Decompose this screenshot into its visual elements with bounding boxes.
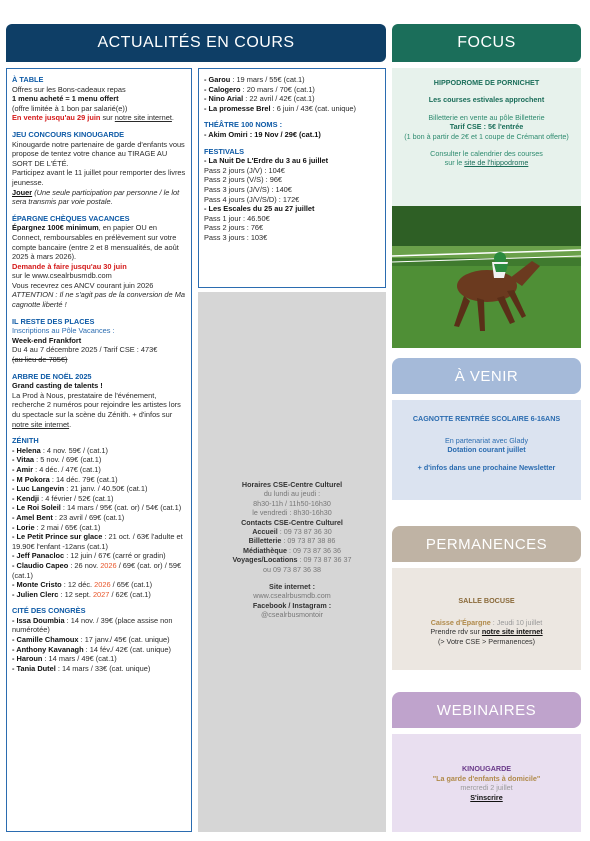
list-item: - Monte Cristo : 12 déc. 2026 / 65€ (cat.1) [12,580,153,590]
focus-subtitle: Les courses estivales approchent [428,95,545,105]
perm-line: Prendre rdv sur notre site internet [430,627,543,637]
actualites-header: ACTUALITÉS EN COURS [6,24,386,62]
actualites-column-left [6,68,192,832]
list-item: - Calogero : 20 mars / 70€ (cat.1) [204,84,315,94]
epargne-text: Épargnez 100€ minimum, en papier OU en Connect, remboursables en prélèvement sur votre compte bancaire (entre 2 et 8 mensualités, de août 2025 à mars 2026). [12,223,179,262]
epargne-warning: ATTENTION : Il ne s'agit pas de la conversion de Ma cagnotte liberté ! [12,290,185,310]
site-link[interactable]: notre site internet [12,419,70,429]
a-table-title: À TABLE [12,75,44,84]
epargne-text: sur le www.csealrbusmdb.com [12,271,112,281]
avenir-line: + d'infos dans une prochaine Newsletter [417,462,556,472]
focus-line: Billetterie en vente au pôle Billetterie [428,112,545,122]
permanences-box [392,568,581,670]
info-line: Médiathèque : 09 73 87 36 36 [243,545,341,555]
a-table-line: (offre limitée à 1 bon par salarié(e)) [12,103,128,113]
site-link[interactable]: notre site internet [114,113,172,123]
list-item: - Garou : 19 mars / 55€ (cat.1) [204,75,305,84]
social-handle[interactable]: @csealrbusmontoir [260,610,324,620]
congres-title: CITÉ DES CONGRÈS [12,606,86,616]
list-item: Pass 2 jours (V/S) : 96€ [204,175,283,185]
list-item: - Le Petit Prince sur glace : 21 oct. / 63€ l'adulte et 19.90€ l'enfant -12ans (cat.1) [12,532,183,551]
a-table-line: Offres sur les Bons-cadeaux repas [12,84,126,94]
list-item: Pass 3 jours (J/V/S) : 140€ [204,184,292,194]
info-heading: Contacts CSE-Centre Culturel [241,517,343,527]
list-item: Pass 2 jours (J/V) : 104€ [204,165,285,175]
jouer-link[interactable]: Jouer [12,187,33,197]
epargne-deadline: Demande à faire jusqu'au 30 juin [12,261,127,271]
focus-title: HIPPODROME DE PORNICHET [433,78,540,87]
info-line: 8h30-11h / 11h50-16h30 [253,498,331,508]
list-item: - Claudio Capeo : 26 nov. 2026 / 69€ (cat. or) / 59€ (cat.1) [12,560,182,580]
list-item: - Julien Clerc : 12 sept. 2027 / 62€ (cat.1) [12,589,151,599]
info-line: du lundi au jeudi : [263,489,321,499]
theatre-title: THÉÂTRE 100 NOMS : [204,120,283,130]
places-title: IL RESTE DES PLACES [12,316,95,326]
list-item: - Issa Doumbia : 14 nov. / 39€ (place assise non numérotée) [12,615,173,635]
list-item: Pass 2 jours : 76€ [204,223,264,233]
focus-line: Tarif CSE : 5€ l'entrée [449,122,524,132]
avenir-box [392,400,581,500]
noel-text: Grand casting de talents ! [12,381,103,391]
erdre-list [204,166,380,204]
website-link[interactable]: www.csealrbusmdb.com [253,591,331,601]
list-item: - Les Escales du 25 au 27 juillet [204,204,315,214]
places-text: Inscriptions au Pôle Vacances : [12,326,115,336]
kinougarde-title: JEU CONCOURS KINOUGARDE [12,129,125,139]
web-title: KINOUGARDE [461,764,512,773]
focus-box [392,68,581,208]
noel-title: ARBRE DE NOËL 2025 [12,371,92,381]
list-item: Pass 4 jours (J/V/S/D) : 172€ [204,194,300,204]
places-old-price: (au lieu de 785€) [12,355,68,365]
permanences-header: PERMANENCES [392,526,581,562]
webinaires-header: WEBINAIRES [392,692,581,728]
list-item: - Vitaa : 5 nov. / 69€ (cat.1) [12,455,102,465]
avenir-line: Dotation courant juillet [447,445,526,455]
list-item: - Kendji : 4 février / 52€ (cat.1) [12,493,114,503]
list-item: - La Nuit De L'Erdre du 3 au 6 juillet [204,156,329,166]
places-text: Week-end Frankfort [12,335,82,345]
info-panel [198,480,386,620]
perm-line: Caisse d'Épargne : Jeudi 10 juillet [430,617,543,627]
list-item: Pass 3 jours : 103€ [204,232,268,242]
site-link[interactable]: notre site internet [481,627,543,637]
info-line: Billetterie : 09 73 87 38 86 [248,536,336,546]
focus-line: (1 bon à partir de 2€ et 1 coupe de Crémant offerte) [404,131,569,141]
noel-text: La Prod à Nous, prestataire de l'événement, recherche 2 numéros pour rejoindre les artistes lors du spectacle sur la scène du Zénith. + d'infos sur notre site internet. [12,390,181,429]
focus-line: sur le site de l'hippodrome [444,158,529,168]
focus-line: Consulter le calendrier des courses [430,149,543,159]
hippodrome-link[interactable]: site de l'hippodrome [464,158,529,168]
actualites-column-right [198,68,386,288]
festivals-title: FESTIVALS [204,146,245,156]
epargne-title: ÉPARGNE CHÈQUES VACANCES [12,213,130,223]
places-text: Du 4 au 7 décembre 2025 / Tarif CSE : 473€ [12,345,158,355]
list-item: - Luc Langevin : 21 janv. / 40.50€ (cat.1) [12,484,148,494]
focus-header: FOCUS [392,24,581,62]
a-table-offer: 1 menu acheté = 1 menu offert [12,94,119,104]
avenir-line: En partenariat avec Glady [444,435,529,445]
webinaires-box [392,734,581,832]
info-line: Voyages/Locations : 09 73 87 36 37 [232,555,352,565]
web-line: "La garde d'enfants à domicile" [432,773,541,783]
list-item: Pass 1 jour : 46.50€ [204,213,270,223]
congres-list [12,616,186,674]
list-item: - Lorie : 2 mai / 65€ (cat.1) [12,522,101,532]
info-line: ou 09 73 87 36 38 [263,564,321,574]
avenir-header: À VENIR [392,358,581,394]
list-item: - Amel Bent : 23 avril / 69€ (cat.1) [12,512,125,522]
register-link[interactable]: S'inscrire [470,792,503,802]
list-item: - La promesse Brel : 6 juin / 43€ (cat. unique) [204,103,357,113]
escales-list [204,214,380,243]
list-item: - Helena : 4 nov. 59€ / (cat.1) [12,445,108,455]
info-heading: Facebook / Instagram : [252,600,332,610]
list-item: - Amir : 4 déc. / 47€ (cat.1) [12,464,101,474]
info-line: le vendredi : 8h30-16h30 [252,508,332,518]
zenith-title: ZÉNITH [12,436,39,446]
info-line: Accueil : 09 73 87 36 30 [252,527,332,537]
zenith-list [12,446,186,561]
avenir-title: CAGNOTTE RENTRÉE SCOLAIRE 6-16ANS [412,414,561,423]
kinougarde-play: Jouer (Une seule participation par personne / le lot sera transmis par voie postale. [12,187,180,207]
web-line: mercredi 2 juillet [460,783,513,793]
list-item: - Jeff Panacloc : 12 juin / 67€ (carré or gradin) [12,551,166,561]
list-item: - Tania Dutel : 14 mars / 33€ (cat. unique) [12,663,151,673]
list-item: - M Pokora : 14 déc. 79€ (cat.1) [12,474,118,484]
list-item: - Haroun : 14 mars / 49€ (cat.1) [12,654,117,664]
epargne-text: Vous recevrez ces ANCV courant juin 2026 [12,280,154,290]
list-item: - Akim Omiri : 19 Nov / 29€ (cat.1) [204,129,321,139]
a-table-sale: En vente jusqu'au 29 juin sur notre site internet. [12,113,174,123]
info-heading: Horaires CSE-Centre Culturel [241,480,343,489]
perm-title: SALLE BOCUSE [458,596,515,605]
kinougarde-text: Kinougarde notre partenaire de garde d'enfants vous propose de tentez votre chance au TIRAGE AU SORT DE L'ÉTÉ. [12,139,185,168]
list-item: - Nino Arial : 22 avril / 42€ (cat.1) [204,94,315,104]
perm-line: (> Votre CSE > Permanences) [437,636,536,646]
horse-race-photo [392,206,581,348]
list-item: - Le Roi Soleil : 14 mars / 95€ (cat. or) / 54€ (cat.1) [12,503,182,513]
info-heading: Site internet : [269,582,315,592]
col2-list [204,75,380,113]
list-item: - Camille Chamoux : 17 janv./ 45€ (cat. unique) [12,635,170,645]
kinougarde-text: Participez avant le 11 juillet pour remporter des livres jeunesse. [12,168,186,187]
list-item: - Anthony Kavanagh : 14 fév./ 42€ (cat. unique) [12,644,171,654]
